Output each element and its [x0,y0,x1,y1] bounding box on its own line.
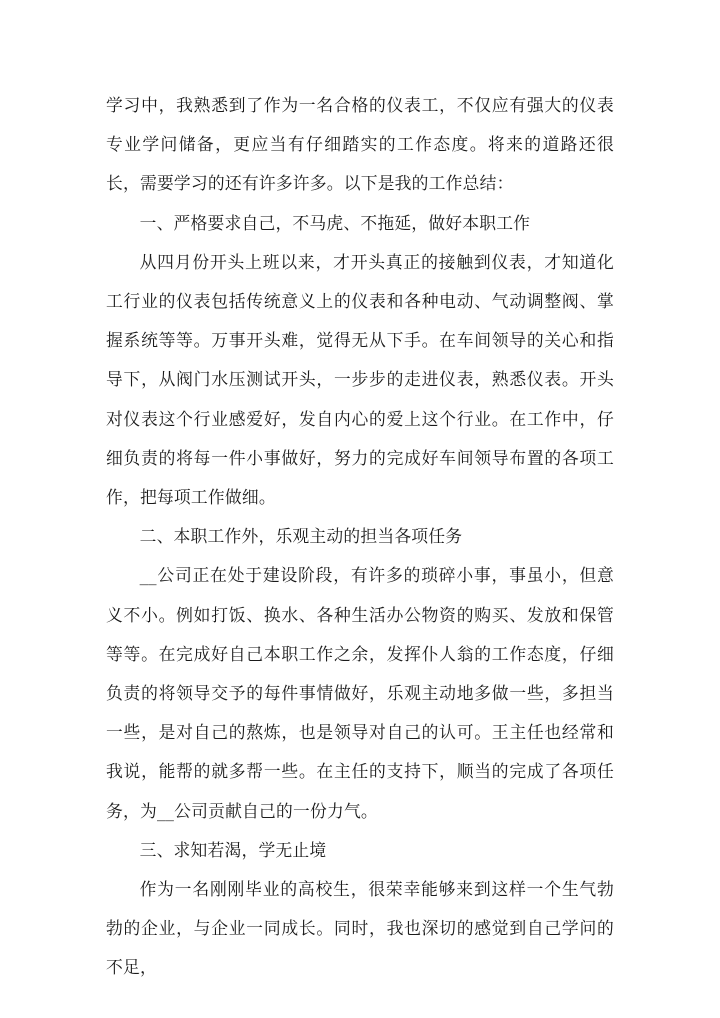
section-heading-3: 三、求知若渴，学无止境 [139,839,327,860]
paragraph-section-2: __公司正在处于建设阶段，有许多的琐碎小事，事虽小，但意义不小。例如打饭、换水、各种生活办公物资的购买、发放和保管等等。在完成好自己本职工作之余，发挥仆人翁的工作态度，仔细负责的将领导交予的每件事情做好，乐观主动地多做一些，多担当一些，是对自己的熬炼，也是领导对自己的认可。王主任也经常和我说，能帮的就多帮一些。在主任的支持下，顺当的完成了各项任务，为__公司贡献自己的一份力气。 [106,565,614,821]
section-heading-2: 二、本职工作外，乐观主动的担当各项任务 [139,526,463,547]
paragraph-section-1: 从四月份开头上班以来，才开头真正的接触到仪表，才知道化工行业的仪表包括传统意义上的仪表和各种电动、气动调整阀、掌握系统等等。万事开头难，觉得无从下手。在车间领导的关心和指导下，从阀门水压测试开头，一步步的走进仪表，熟悉仪表。开头对仪表这个行业感爱好，发自内心的爱上这个行业。在工作中，仔细负责的将每一件小事做好，努力的完成好车间领导布置的各项工作，把每项工作做细。 [106,251,614,508]
paragraph-section-3: 作为一名刚刚毕业的高校生，很荣幸能够来到这样一个生气勃勃的企业，与企业一同成长。同时，我也深切的感觉到自己学问的不足， [106,879,614,978]
paragraph-intro-continued: 学习中，我熟悉到了作为一名合格的仪表工，不仅应有强大的仪表专业学问储备，更应当有仔细踏实的工作态度。将来的道路还很长，需要学习的还有许多许多。以下是我的工作总结： [106,95,614,194]
document-body [106,86,614,988]
section-heading-1: 一、严格要求自己，不马虎、不拖延，做好本职工作 [139,212,531,233]
